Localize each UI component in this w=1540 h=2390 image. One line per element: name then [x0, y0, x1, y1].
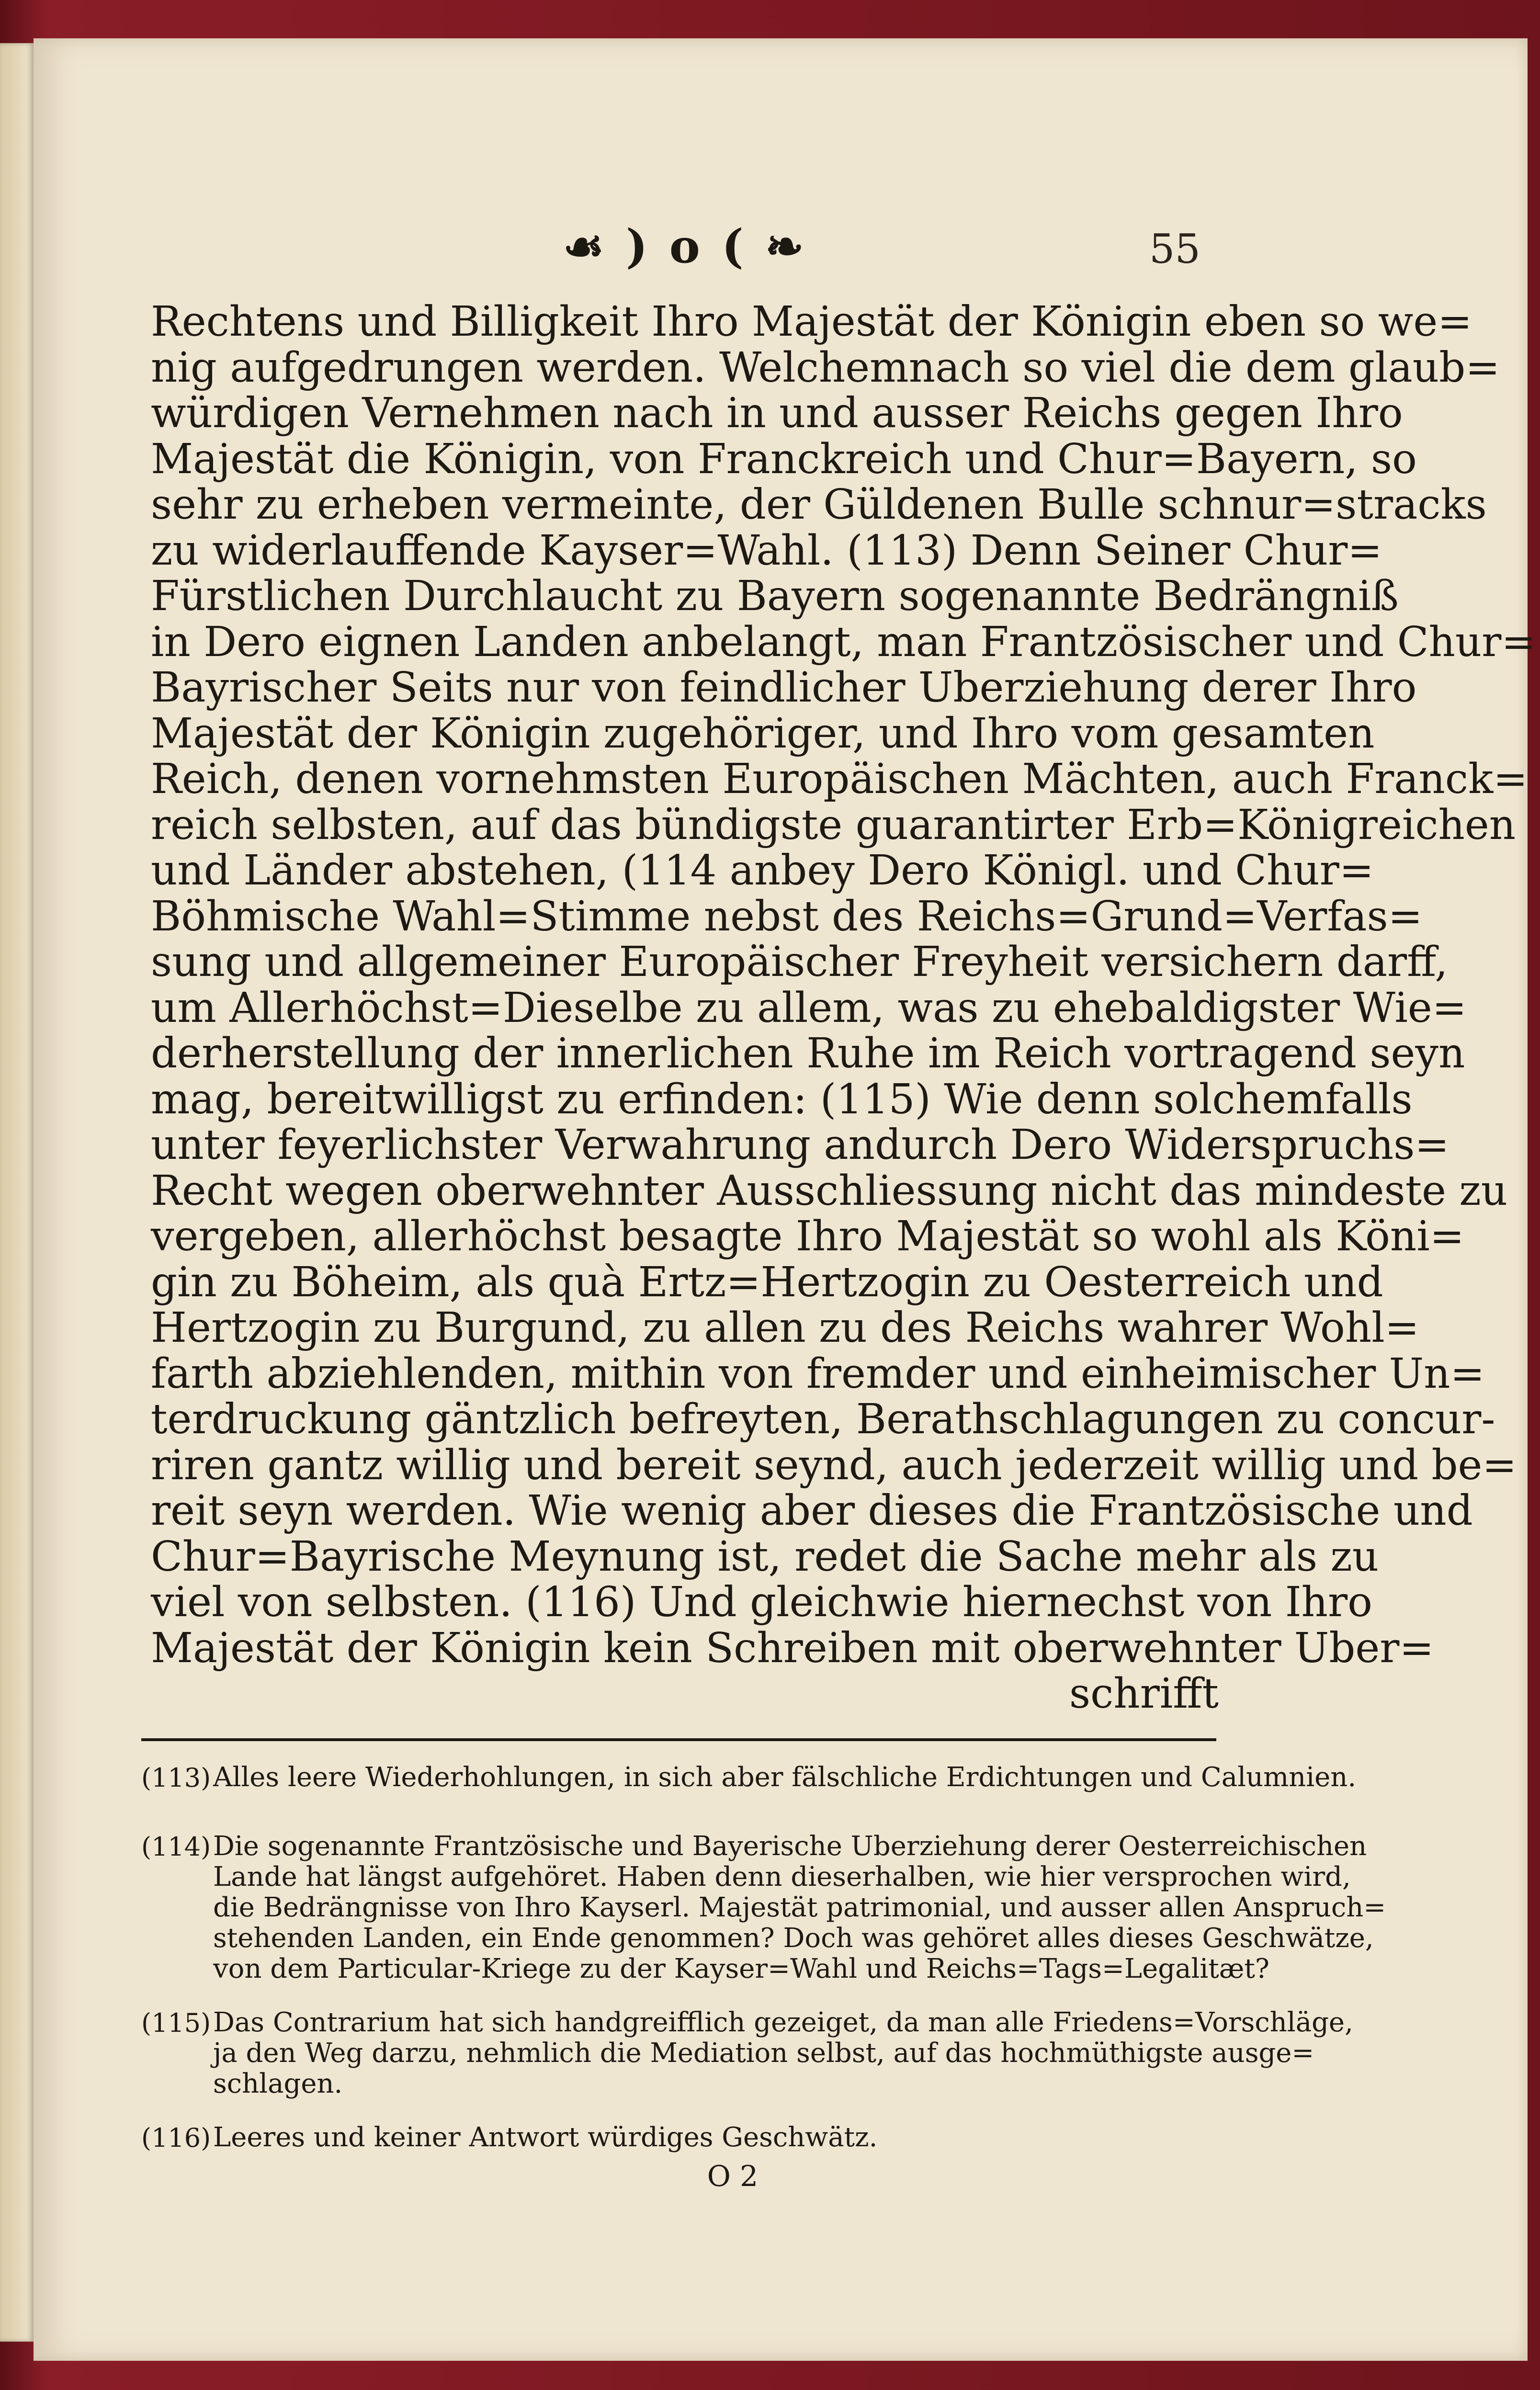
footnote-line: Das Contrarium hat sich handgreifflich gezeiget, da man alle Friedens=Vorschläge, [213, 2007, 1353, 2038]
text-line: und Länder abstehen, (114 anbey Dero Königl. und Chur= [151, 847, 1374, 895]
text-line: Majestät der Königin zugehöriger, und Ihro vom gesamten [151, 709, 1375, 758]
text-line: in Dero eignen Landen anbelangt, man Frantzösischer und Chur= [151, 618, 1536, 666]
footnote-mark: (115) [141, 2008, 211, 2038]
footnote [141, 1762, 1357, 1793]
text-line: mag, bereitwilligst zu erfinden: (115) Wie denn solchemfalls [151, 1075, 1413, 1123]
page-number: 55 [1149, 226, 1200, 272]
footnote-line: Leeres und keiner Antwort würdiges Geschwätz. [213, 2122, 878, 2153]
footnotes [141, 1757, 1386, 2176]
text-line: Chur=Bayrische Meynung ist, redet die Sache mehr als zu [151, 1532, 1379, 1581]
text-line: terdruckung gäntzlich befreyten, Berathschlagungen zu concur- [151, 1395, 1495, 1443]
footnote-mark: (114) [141, 1832, 211, 1862]
previous-page-edge [0, 43, 34, 2342]
footnote-line: schlagen. [213, 2068, 343, 2099]
footnote-line: Lande hat längst aufgehöret. Haben denn dieserhalben, wie hier versprochen wird, [213, 1861, 1351, 1892]
text-line: unter feyerlichster Verwahrung andurch Dero Widerspruchs= [151, 1121, 1449, 1169]
footnote-line: ja den Weg darzu, nehmlich die Mediation selbst, auf das hochmüthigste ausge= [213, 2038, 1314, 2069]
text-line: farth abziehlenden, mithin von fremder und einheimischer Un= [151, 1349, 1485, 1398]
footnote-separator-rule [141, 1738, 1216, 1741]
footnote-line: stehenden Landen, ein Ende genommen? Doch was gehöret alles dieses Geschwätze, [213, 1923, 1374, 1954]
text-line: schrifft [1069, 1670, 1219, 1718]
text-line: Hertzogin zu Burgund, zu allen zu des Reichs wahrer Wohl= [151, 1304, 1419, 1352]
text-line: Reich, denen vornehmsten Europäischen Mächten, auch Franck= [151, 755, 1528, 803]
footnote [141, 2007, 1353, 2099]
text-line: Bayrischer Seits nur von feindlicher Uberziehung derer Ihro [151, 664, 1417, 712]
page-header [34, 220, 1528, 278]
text-line: reich selbsten, auf das bündigste guarantirter Erb=Königreichen [151, 801, 1516, 849]
footnote [141, 2122, 1223, 2153]
text-line: Rechtens und Billigkeit Ihro Majestät der Königin eben so we= [151, 298, 1472, 346]
footnote-line: Alles leere Wiederhohlungen, in sich aber fälschliche Erdichtungen und Calumnien. [213, 1762, 1357, 1793]
footnote-line: Die sogenannte Frantzösische und Bayerische Uberziehung derer Oesterreichischen [213, 1831, 1367, 1862]
text-line: nig aufgedrungen werden. Welchemnach so viel die dem glaub= [151, 343, 1500, 392]
text-line: Recht wegen oberwehnter Ausschliessung nicht das mindeste zu [151, 1167, 1508, 1215]
signature-mark: O 2 [707, 2160, 759, 2193]
footnote-mark: (113) [141, 1763, 211, 1793]
text-line: vergeben, allerhöchst besagte Ihro Majestät so wohl als Köni= [151, 1212, 1464, 1260]
text-line: Majestät der Königin kein Schreiben mit oberwehnter Uber= [151, 1624, 1434, 1672]
book-page [34, 38, 1536, 2361]
text-line: viel von selbsten. (116) Und gleichwie hiernechst von Ihro [151, 1578, 1372, 1626]
text-line: würdigen Vernehmen nach in und ausser Reichs gegen Ihro [151, 389, 1403, 437]
text-line: Majestät die Königin, von Franckreich und Chur=Bayern, so [151, 435, 1417, 483]
main-text [151, 298, 1536, 1718]
header-ornament: ☙ ) o ( ❧ [563, 219, 807, 273]
text-line: um Allerhöchst=Dieselbe zu allem, was zu ehebaldigster Wie= [151, 984, 1467, 1032]
footnote-line: von dem Particular-Kriege zu der Kayser=Wahl und Reichs=Tags=Legalitæt? [213, 1953, 1269, 1984]
text-line: gin zu Böheim, als quà Ertz=Hertzogin zu Oesterreich und [151, 1258, 1383, 1306]
text-line: reit seyn werden. Wie wenig aber dieses die Frantzösische und [151, 1487, 1473, 1535]
text-line: Fürstlichen Durchlaucht zu Bayern sogenannte Bedrängniß [151, 572, 1399, 620]
text-line: derherstellung der innerlichen Ruhe im Reich vortragend seyn [151, 1030, 1465, 1077]
footnote [141, 1831, 1386, 1984]
text-line: sehr zu erheben vermeinte, der Güldenen Bulle schnur=stracks [151, 481, 1487, 529]
text-line: Böhmische Wahl=Stimme nebst des Reichs=Grund=Verfas= [151, 892, 1423, 940]
text-line: zu widerlauffende Kayser=Wahl. (113) Denn Seiner Chur= [151, 526, 1382, 575]
text-line: riren gantz willig und bereit seynd, auch jederzeit willig und be= [151, 1441, 1517, 1489]
footnote-line: die Bedrängnisse von Ihro Kayserl. Majestät patrimonial, und ausser allen Anspruch= [213, 1892, 1386, 1923]
footnote-mark: (116) [141, 2123, 211, 2153]
text-line: sung und allgemeiner Europäischer Freyheit versichern darff, [151, 938, 1448, 986]
